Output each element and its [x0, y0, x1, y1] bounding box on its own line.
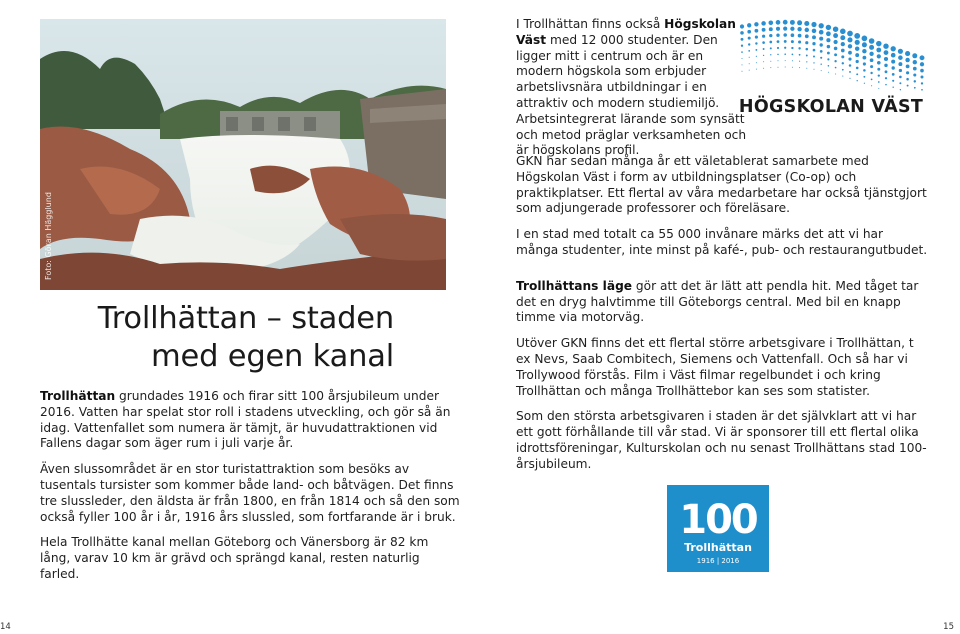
logo-dot: [819, 37, 823, 41]
logo-dot: [797, 27, 801, 31]
logo-dot: [870, 65, 873, 68]
logo-dot: [870, 58, 874, 62]
logo-dot: [856, 73, 858, 75]
logo-dot: [834, 60, 836, 62]
logo-dot: [849, 71, 851, 73]
logo-dot: [921, 82, 923, 84]
logo-dot: [761, 21, 766, 26]
logo-dot: [835, 67, 837, 69]
intro-paragraph: [516, 17, 752, 159]
logo-dot: [770, 61, 771, 62]
logo-dot: [921, 76, 924, 79]
logo-dot: [899, 76, 902, 79]
left-paragraph-3: Hela Trollhätte kanal mellan Göteborg och Vänersborg är 82 km lång, varav 10 km är grävd och sprängd kanal, resten naturlig farled.: [40, 535, 429, 581]
right-paragraph-3: [516, 279, 928, 326]
logo-dot: [855, 53, 859, 57]
logo-dot: [790, 27, 794, 31]
logo-dot: [740, 31, 744, 35]
paragraph-lead: Trollhättans läge: [516, 278, 633, 293]
logo-dot: [862, 36, 868, 42]
logo-dot: [871, 79, 873, 81]
logo-dot: [898, 55, 903, 60]
logo-dot: [849, 78, 850, 79]
logo-dot: [864, 83, 865, 84]
logo-dot: [805, 34, 809, 38]
waterfall-photo: [40, 19, 446, 290]
logo-dot: [742, 58, 743, 59]
logo-dot: [891, 46, 896, 51]
logo-dot: [920, 69, 924, 73]
logo-dot: [856, 60, 859, 63]
logo-dot: [833, 26, 839, 32]
logo-dot: [828, 65, 830, 67]
logo-dot: [791, 40, 794, 43]
logo-dot: [898, 49, 903, 54]
logo-dot: [740, 24, 744, 28]
logo-dot: [820, 50, 823, 53]
logo-dot: [876, 48, 881, 53]
logo-dot: [883, 44, 888, 49]
logo-dot: [847, 31, 853, 37]
logo-dot: [783, 33, 787, 37]
logo-dot: [749, 57, 750, 58]
logo-dot: [820, 43, 823, 46]
logo-dot: [841, 55, 844, 58]
logo-dot: [792, 60, 793, 61]
logo-dot: [799, 61, 800, 62]
logo-dot: [869, 52, 873, 56]
page-number-left: 14: [0, 622, 11, 632]
logo-dot: [840, 35, 845, 40]
logo-dot: [827, 58, 829, 60]
logo-dot: [785, 67, 786, 68]
logo-dot: [819, 23, 824, 28]
logo-dot: [763, 61, 764, 62]
logo-dot: [813, 49, 816, 52]
logo-dot: [741, 45, 743, 47]
logo-dot: [777, 47, 779, 49]
page-number-right: 15: [943, 622, 954, 632]
logo-dot: [805, 41, 808, 44]
intro-prefix: I Trollhättan finns också: [516, 17, 665, 31]
logo-dot: [827, 45, 830, 48]
logo-dot: [770, 54, 771, 55]
logo-100-number: 100: [679, 497, 757, 543]
right-paragraph-4: Utöver GKN finns det ett flertal större arbetsgivare i Trollhättan, t ex Nevs, Saab Combitech, Siemens och Vattenfall. Och så har vi Trollywood förstås. Film i Väst filmar regelbundet i och kring Trollhättan och många Trollhättebor kan ses som statister.: [516, 336, 914, 398]
trollhattan-100-logo: [667, 485, 769, 572]
logo-dot: [804, 21, 809, 26]
logo-dot: [784, 53, 786, 55]
logo-dot: [755, 36, 758, 39]
logo-dot: [842, 76, 843, 77]
logo-dot: [855, 46, 860, 51]
logo-dot: [849, 64, 852, 67]
logo-dot: [769, 41, 772, 44]
logo-dot: [799, 54, 801, 56]
logo-dot: [791, 47, 793, 49]
logo-dot: [905, 51, 910, 56]
logo-100-years: 1916 | 2016: [696, 557, 740, 565]
logo-dot: [776, 27, 780, 31]
logo-dot: [755, 49, 757, 51]
logo-dot: [878, 74, 880, 76]
right-paragraph-5: Som den största arbetsgivaren i staden är det självklart att vi har ett gott förhållande till vår stad. Vi är sponsorer till ett flertal olika idrottsföreningar, Kulturskolan och nu senast Trollhättans stad 100-årsjubileum.: [516, 409, 927, 471]
logo-dot: [826, 25, 831, 30]
logo-dot: [885, 84, 887, 86]
logo-dot: [769, 21, 774, 26]
logo-dot: [792, 54, 794, 56]
logo-dot: [806, 55, 808, 57]
logo-dot: [792, 67, 793, 68]
logo-dot: [812, 35, 816, 39]
logo-dot: [812, 29, 817, 34]
right-page: [480, 0, 960, 634]
logo-dot: [826, 31, 831, 36]
logo-dot: [756, 62, 757, 63]
logo-dot: [906, 64, 910, 68]
logo-dot: [891, 53, 896, 58]
logo-dot: [742, 64, 743, 65]
logo-dot: [891, 60, 895, 64]
left-body: [40, 389, 460, 593]
logo-dot: [921, 89, 923, 91]
logo-dot: [914, 80, 916, 82]
right-paragraph-1: GKN har sedan många år ett väletablerat samarbete med Högskolan Väst i form av utbildningsplatser (Co-op) och praktikplatser. Ett flertal av våra medarbetare har också tjänstgjort som adjungerade professorer och föreläsare.: [516, 154, 927, 216]
logo-dot: [912, 53, 917, 58]
logo-dot: [785, 60, 786, 61]
logo-dot: [878, 81, 880, 83]
logo-dot: [749, 63, 750, 64]
page-title: [14, 300, 394, 376]
logo-dot: [898, 62, 902, 66]
logo-dot: [742, 71, 743, 72]
logo-dot: [769, 34, 772, 37]
logo-dot: [892, 86, 893, 87]
title-line-1: Trollhättan – staden: [97, 301, 394, 336]
logo-dot: [778, 60, 779, 61]
logo-dot: [769, 27, 773, 31]
left-paragraph-2: Även slussområdet är en stor turistattraktion som besöks av tusentals tursister som kommer både land- och båtvägen. Det finns tre slussleder, den äldsta är från 1800, en från 1814 och så den som också fyller 100 år i år, 1916 års slussled, som fortfarande är i bruk.: [40, 462, 460, 524]
logo-dot: [747, 30, 751, 34]
logo-dot: [884, 57, 888, 61]
logo-dot: [741, 51, 743, 53]
logo-100-name: Trollhättan: [684, 541, 752, 554]
logo-dot: [741, 38, 744, 41]
logo-dot: [755, 29, 759, 33]
logo-dot: [854, 33, 860, 39]
logo-dot: [783, 20, 788, 25]
logo-dot: [877, 68, 880, 71]
logo-dot: [784, 40, 787, 43]
photo-credit: Foto: Göran Hägglund: [44, 192, 53, 280]
logo-dot: [755, 42, 757, 44]
logo-dot: [762, 35, 765, 38]
logo-dot: [835, 73, 836, 74]
logo-dot: [811, 22, 816, 27]
logo-dot: [906, 71, 909, 74]
logo-dot: [842, 69, 844, 71]
logo-dot: [747, 23, 751, 27]
logo-dot: [841, 49, 845, 53]
logo-dot: [805, 28, 809, 32]
left-paragraph-1: [40, 389, 460, 452]
paragraph-text: gör att det är lätt att pendla hit. Med tåget tar det en dryg halvtimme till Göteborgs central. Med bil en knapp timme via motorväg.: [516, 278, 919, 325]
logo-dot: [762, 28, 766, 32]
logo-dot: [834, 47, 838, 51]
logo-dot: [920, 62, 924, 66]
logo-dot: [798, 40, 801, 43]
logo-dot: [770, 67, 771, 68]
logo-dot: [848, 44, 852, 48]
logo-dot: [878, 88, 879, 89]
logo-dot: [749, 70, 750, 71]
logo-dot: [913, 60, 917, 64]
logo-dot: [892, 66, 895, 69]
logo-dot: [906, 78, 909, 81]
logo-dot: [820, 63, 821, 64]
logo-dot: [806, 68, 807, 69]
logo-dot: [756, 69, 757, 70]
logo-dot: [798, 34, 802, 38]
logo-dot: [770, 47, 772, 49]
logo-dot: [869, 38, 875, 44]
logo-dot: [783, 27, 787, 31]
logo-dot: [914, 87, 916, 89]
logo-dot: [885, 70, 888, 73]
logo-dot: [799, 67, 800, 68]
logo-dot: [863, 76, 865, 78]
logo-dot: [763, 68, 764, 69]
intro-bold: Högskolan Väst: [516, 17, 736, 47]
logo-dot: [892, 73, 895, 76]
logo-dot: [814, 69, 815, 70]
logo-dot: [776, 33, 779, 36]
logo-dot: [790, 20, 795, 25]
logo-dot: [876, 41, 882, 47]
logo-dot: [748, 43, 750, 45]
logo-dot: [756, 56, 757, 57]
logo-dot: [834, 53, 837, 56]
paragraph-text: grundades 1916 och firar sitt 100 årsjubileum under 2016. Vatten har spelat stor roll i stadens utveckling, och gör så än idag. Vattenfallet som numera är tämjt, är huvudattraktionen vid Fallens dagar som äger rum i juli varje år.: [40, 389, 451, 451]
logo-dot: [870, 72, 872, 74]
logo-dot: [842, 62, 844, 64]
logo-dot: [863, 56, 867, 60]
intro-rest: med 12 000 studenter. Den ligger mitt i centrum och är en modern högskola som erbjuder arbetslivsnära utbildningar i en attraktiv och modern studiemiljö. Arbetsintegrerat lärande som synsätt och metod präglar verksamheten och är högskolans profil.: [516, 32, 747, 158]
hv-logo-text: HÖGSKOLAN VÄST: [738, 97, 924, 117]
logo-dot: [777, 54, 779, 56]
logo-dot: [862, 42, 867, 47]
logo-dot: [763, 48, 765, 50]
logo-dot: [871, 85, 872, 86]
logo-dot: [848, 58, 851, 61]
logo-dot: [840, 29, 846, 35]
logo-dot: [813, 62, 814, 63]
right-paragraph-2: I en stad med totalt ca 55 000 invånare märks det att vi har många studenter, inte minst på kafé-, pub- och restaurangutbudet.: [516, 227, 928, 257]
logo-dot: [819, 30, 824, 35]
logo-dot: [869, 45, 874, 50]
title-line-2: med egen kanal: [151, 339, 394, 374]
logo-dot: [857, 80, 858, 81]
logo-dot: [913, 73, 916, 76]
logo-dot: [806, 61, 807, 62]
logo-dot: [848, 51, 852, 55]
logo-dot: [877, 54, 881, 58]
logo-dot: [812, 42, 815, 45]
logo-dot: [899, 82, 901, 84]
logo-dot: [863, 69, 866, 72]
logo-dot: [833, 33, 838, 38]
logo-dot: [776, 20, 781, 25]
logo-dot: [884, 64, 887, 67]
logo-dot: [913, 67, 917, 71]
logo-dot: [907, 85, 909, 87]
logo-dot: [855, 40, 860, 45]
logo-dot: [862, 49, 866, 53]
logo-dot: [821, 70, 822, 71]
right-intro: [516, 17, 752, 159]
logo-dot: [798, 47, 800, 49]
logo-dot: [826, 38, 830, 42]
logo-dot: [806, 48, 809, 51]
logo-dot: [900, 89, 901, 90]
logo-dot: [777, 40, 780, 43]
logo-dot: [762, 41, 765, 44]
logo-dot: [820, 57, 822, 59]
logo-dot: [877, 61, 881, 65]
logo-dot: [778, 67, 779, 68]
logo-dot: [754, 22, 758, 26]
logo-dot: [763, 55, 764, 56]
logo-dot: [841, 42, 845, 46]
logo-dot: [863, 62, 866, 65]
hogskolan-vast-logo: [734, 18, 928, 122]
logo-dot: [920, 55, 925, 60]
logo-dot: [828, 72, 829, 73]
logo-dot: [784, 47, 786, 49]
logo-dot: [827, 52, 830, 55]
logo-dot: [899, 69, 902, 72]
logo-dot: [884, 50, 889, 55]
logo-dot: [813, 56, 815, 58]
paragraph-lead: Trollhättan: [40, 389, 116, 403]
right-body: [516, 154, 928, 483]
logo-dot: [905, 58, 909, 62]
logo-dot: [797, 20, 802, 25]
logo-dot: [833, 40, 837, 44]
logo-dot: [856, 67, 859, 70]
logo-dot: [892, 80, 894, 82]
logo-dot: [885, 77, 887, 79]
logo-dot: [847, 37, 852, 42]
logo-dot: [791, 33, 795, 37]
logo-dot: [748, 37, 751, 40]
logo-dot: [748, 50, 750, 52]
